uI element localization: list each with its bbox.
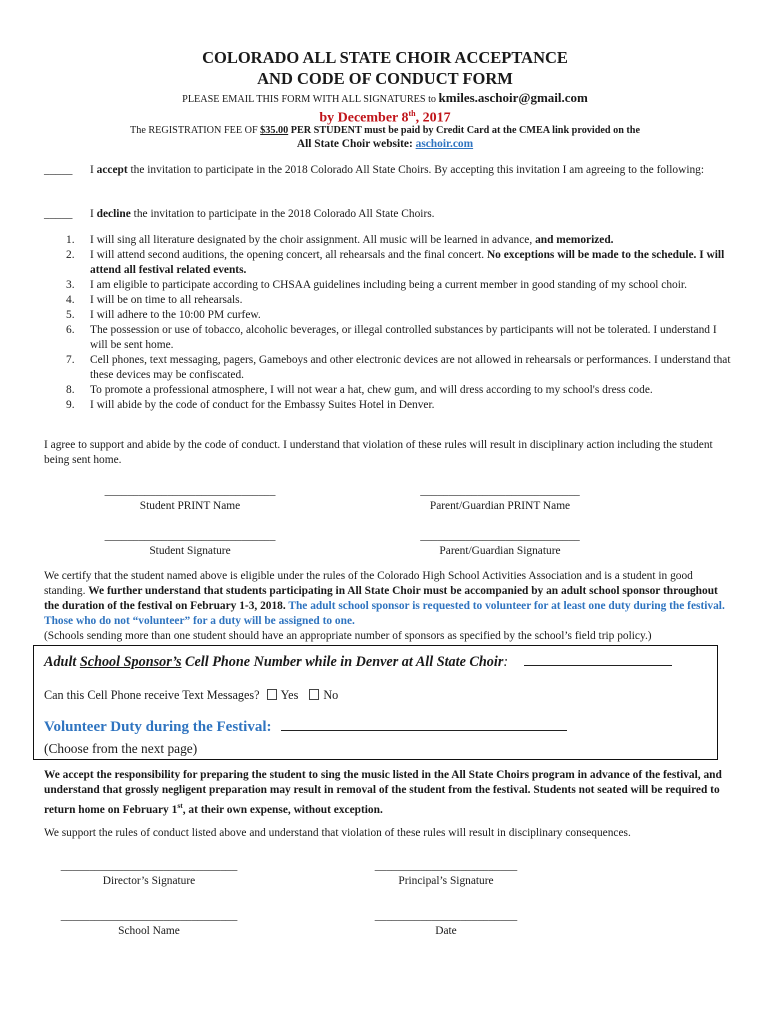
principal-signature-label: Principal’s Signature: [398, 875, 494, 887]
yes-label: Yes: [280, 688, 299, 702]
sponsor-policy-note: (Schools sending more than one student should have an appropriate number of sponsors as specified by the school’s field trip policy.): [44, 630, 652, 642]
decline-word: decline: [96, 208, 131, 220]
accept-pre: I: [90, 164, 97, 176]
no-checkbox[interactable]: [309, 689, 319, 700]
student-print-label: Student PRINT Name: [139, 500, 241, 512]
email-instruction: [0, 90, 770, 107]
rule-text: I will adhere to the 10:00 PM curfew.: [90, 309, 261, 321]
no-label: No: [323, 688, 339, 702]
director-signature: [44, 859, 254, 889]
rule-number: 6.: [66, 324, 75, 336]
rule-text: I am eligible to participate according to CHSAA guidelines including being a current member in good standing of my school choir.: [90, 279, 687, 291]
rule-bold: and memorized.: [535, 234, 614, 246]
fee-instruction: PER STUDENT must be paid by Credit Card at the CMEA link provided on the: [288, 125, 640, 136]
rule-number: 1.: [66, 234, 75, 246]
rule-item: [44, 353, 734, 383]
rule-bold: No exceptions will be made to the schedule. I will attend all festival related events.: [90, 249, 725, 276]
sponsor-pre: Adult: [44, 654, 80, 670]
volunteer-duty-field[interactable]: [281, 730, 567, 731]
fee-text: The REGISTRATION FEE OF: [130, 125, 261, 136]
parent-signature-line[interactable]: ____________________________: [420, 530, 580, 542]
yes-checkbox[interactable]: [267, 689, 277, 700]
principal-signature-line[interactable]: _________________________: [374, 860, 518, 872]
deadline-text: by December 8: [319, 110, 409, 126]
rule-text: I will abide by the code of conduct for the Embassy Suites Hotel in Denver.: [90, 399, 435, 411]
decline-pre: I: [90, 208, 97, 220]
agree-paragraph: I agree to support and abide by the code of conduct. I understand that violation of these rules will result in disciplinary action including the student being sent home.: [44, 439, 713, 466]
student-signature: [90, 529, 290, 559]
date-field: [360, 909, 532, 939]
rule-item: [44, 233, 734, 248]
rule-number: 9.: [66, 399, 75, 411]
rule-number: 7.: [66, 354, 75, 366]
rule-number: 4.: [66, 294, 75, 306]
rule-item: [44, 248, 734, 278]
website-line: [0, 137, 770, 152]
email-address: kmiles.aschoir@gmail.com: [438, 90, 588, 105]
responsibility-sup: st: [177, 801, 183, 810]
sponsor-colon: :: [503, 654, 509, 670]
volunteer-label: Volunteer Duty during the Festival:: [44, 719, 272, 735]
accept-blank[interactable]: _____: [44, 164, 73, 176]
student-print-signature: [90, 484, 290, 514]
parent-signature: [404, 529, 596, 559]
school-name-label: School Name: [118, 925, 180, 937]
website-label: All State Choir website:: [296, 138, 416, 150]
date-label: Date: [435, 925, 457, 937]
date-line[interactable]: _________________________: [374, 910, 518, 922]
rule-item: [44, 398, 734, 413]
student-signature-label: Student Signature: [149, 545, 231, 557]
accept-text: [90, 163, 730, 178]
responsibility-text: We accept the responsibility for preparing the student to sing the music listed in the All State Choirs program in advance of the festival, and understand that grossly negligent preparation may result in removal of the student from the festival. Students not seated will be required to return home on February 1: [44, 769, 722, 816]
certify-paragraph: [44, 569, 728, 629]
rule-number: 5.: [66, 309, 75, 321]
rule-text: Cell phones, text messaging, pagers, Gameboys and other electronic devices are not allowed in rehearsals or performances. I understand that these devices may be confiscated.: [90, 354, 731, 381]
form-title-line1: COLORADO ALL STATE CHOIR ACCEPTANCE: [202, 48, 568, 67]
rule-text: I will sing all literature designated by the choir assignment. All music will be learned in advance,: [90, 234, 536, 246]
text-message-question: [44, 688, 338, 703]
rule-item: [44, 293, 734, 308]
website-link[interactable]: aschoir.com: [415, 138, 474, 150]
deadline-sup: th: [408, 109, 416, 118]
parent-signature-label: Parent/Guardian Signature: [439, 545, 561, 557]
rule-item: [44, 383, 734, 398]
rule-number: 3.: [66, 279, 75, 291]
deadline-year: , 2017: [415, 110, 451, 126]
parent-print-label: Parent/Guardian PRINT Name: [429, 500, 571, 512]
sponsor-info-box: [33, 645, 718, 760]
decline-post: the invitation to participate in the 2018 Colorado All State Choirs.: [130, 208, 435, 220]
rule-text: I will be on time to all rehearsals.: [90, 294, 243, 306]
parent-print-line[interactable]: ____________________________: [420, 485, 580, 497]
accept-word: accept: [96, 164, 128, 176]
certify-bold: We further understand that students participating in All State Choir must be accompanied by an adult school sponsor throughout the duration of the festival on February 1-3, 2018.: [44, 585, 718, 612]
text-question-label: Can this Cell Phone receive Text Messages?: [44, 688, 260, 702]
decline-blank[interactable]: _____: [44, 208, 73, 220]
school-name: [44, 909, 254, 939]
fee-line: [0, 123, 770, 138]
choose-note: (Choose from the next page): [44, 741, 198, 756]
sponsor-phone-prompt: [44, 655, 672, 670]
rule-item: [44, 323, 734, 353]
school-name-line[interactable]: _______________________________: [60, 910, 238, 922]
principal-signature: [360, 859, 532, 889]
volunteer-duty-prompt: [44, 720, 567, 735]
sponsor-post: Cell Phone Number while in Denver at All State Choir: [181, 654, 504, 670]
rule-number: 2.: [66, 249, 75, 261]
rule-text: The possession or use of tobacco, alcoholic beverages, or illegal controlled substances by participants will not be tolerated. I understand I will be sent home.: [90, 324, 717, 351]
rule-text: To promote a professional atmosphere, I will not wear a hat, chew gum, and will dress according to my school's dress code.: [90, 384, 653, 396]
responsibility-end: , at their own expense, without exception.: [182, 803, 383, 816]
parent-print-signature: [404, 484, 596, 514]
director-signature-line[interactable]: _______________________________: [60, 860, 238, 872]
support-line: We support the rules of conduct listed above and understand that violation of these rules will result in disciplinary consequences.: [44, 827, 631, 839]
decline-text: [90, 207, 730, 222]
certify-text: We certify that the student named above is eligible under the rules of the Colorado High School Activities Association and is a student in good standing.: [44, 570, 693, 597]
student-print-line[interactable]: ______________________________: [104, 485, 276, 497]
email-instruction-text: PLEASE EMAIL THIS FORM WITH ALL SIGNATURES to: [182, 94, 439, 105]
rule-item: [44, 308, 734, 323]
rule-number: 8.: [66, 384, 75, 396]
accept-post: the invitation to participate in the 2018 Colorado All State Choirs. By accepting this invitation I am agreeing to the following:: [127, 164, 705, 176]
sponsor-underlined: School Sponsor’s: [79, 654, 182, 670]
rule-text: I will attend second auditions, the opening concert, all rehearsals and the final concert.: [90, 249, 487, 261]
student-signature-line[interactable]: ______________________________: [104, 530, 276, 542]
certify-volunteer-note: The adult school sponsor is requested to volunteer for at least one duty during the festival. Those who do not “volunteer” for a duty will be assigned to one.: [44, 600, 725, 627]
director-signature-label: Director’s Signature: [102, 875, 196, 887]
sponsor-phone-field[interactable]: [524, 665, 672, 666]
fee-amount: $35.00: [260, 125, 289, 136]
rule-item: [44, 278, 734, 293]
form-title-line2: AND CODE OF CONDUCT FORM: [257, 69, 513, 88]
responsibility-paragraph: [44, 768, 724, 818]
code-of-conduct-list: [44, 233, 734, 413]
